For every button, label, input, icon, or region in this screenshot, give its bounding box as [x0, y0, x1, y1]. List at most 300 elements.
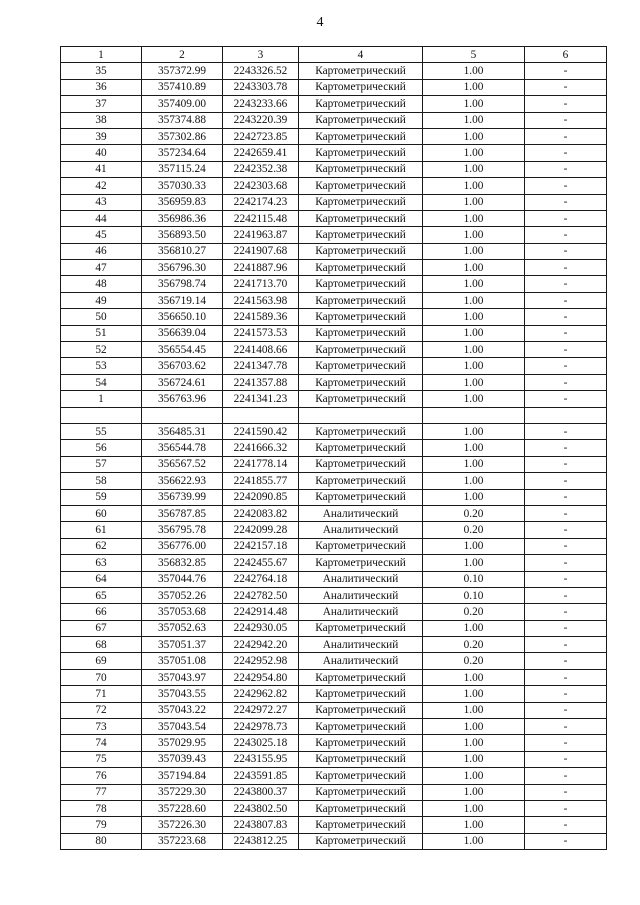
table-cell: 65: [61, 587, 142, 603]
table-cell: 2242930.05: [223, 620, 299, 636]
table-cell: Картометрический: [299, 440, 423, 456]
table-cell: Картометрический: [299, 63, 423, 79]
table-cell: 1.00: [423, 292, 525, 308]
table-cell: -: [525, 178, 607, 194]
table-cell: 356796.30: [142, 260, 223, 276]
table-cell: 357234.64: [142, 145, 223, 161]
table-cell: 356787.85: [142, 505, 223, 521]
table-cell: Картометрический: [299, 456, 423, 472]
table-row: [61, 79, 607, 95]
table-cell: Аналитический: [299, 587, 423, 603]
table-cell: Картометрический: [299, 358, 423, 374]
table-cell: 357228.60: [142, 800, 223, 816]
table-cell: Картометрический: [299, 227, 423, 243]
table-cell: 357043.55: [142, 686, 223, 702]
table-header: [61, 47, 607, 63]
column-header: 3: [223, 47, 299, 63]
table-cell: 356650.10: [142, 309, 223, 325]
table-cell: 1.00: [423, 473, 525, 489]
table-cell: Картометрический: [299, 423, 423, 439]
table-cell: 357229.30: [142, 784, 223, 800]
table-cell: 71: [61, 686, 142, 702]
table-cell: 1.00: [423, 63, 525, 79]
table-cell: 2241357.88: [223, 374, 299, 390]
table-cell: 68: [61, 637, 142, 653]
table-cell: 64: [61, 571, 142, 587]
table-cell: -: [525, 604, 607, 620]
table-row: [61, 276, 607, 292]
table-cell: Аналитический: [299, 571, 423, 587]
table-cell: -: [525, 784, 607, 800]
page-number: 4: [316, 15, 324, 30]
table-cell: -: [525, 768, 607, 784]
table-cell: 2242952.98: [223, 653, 299, 669]
table-row: [61, 489, 607, 505]
table-cell: 74: [61, 735, 142, 751]
table-cell: 2242978.73: [223, 719, 299, 735]
table-cell: -: [525, 161, 607, 177]
table-cell: -: [525, 374, 607, 390]
table-cell: 357410.89: [142, 79, 223, 95]
table-row: [61, 505, 607, 521]
table-cell: -: [525, 63, 607, 79]
table-cell: 357043.97: [142, 669, 223, 685]
table-cell: 357372.99: [142, 63, 223, 79]
table-cell: 357043.54: [142, 719, 223, 735]
table-cell: 1.00: [423, 440, 525, 456]
table-cell: -: [525, 817, 607, 833]
table-cell: 1.00: [423, 342, 525, 358]
table-cell: 1.00: [423, 358, 525, 374]
table-cell: 1.00: [423, 768, 525, 784]
table-cell: [61, 407, 142, 423]
table-cell: -: [525, 227, 607, 243]
table-cell: 53: [61, 358, 142, 374]
table-cell: 1.00: [423, 325, 525, 341]
table-cell: 356485.31: [142, 423, 223, 439]
table-row: [61, 456, 607, 472]
table-cell: 356739.99: [142, 489, 223, 505]
table-cell: 356795.78: [142, 522, 223, 538]
table-cell: 356639.04: [142, 325, 223, 341]
table-cell: -: [525, 342, 607, 358]
table-cell: 356567.52: [142, 456, 223, 472]
table-row: [61, 374, 607, 390]
table-cell: -: [525, 669, 607, 685]
table-cell: 35: [61, 63, 142, 79]
table-cell: 356724.61: [142, 374, 223, 390]
table-row: [61, 637, 607, 653]
table-cell: 2243800.37: [223, 784, 299, 800]
table-cell: 38: [61, 112, 142, 128]
table-cell: 80: [61, 833, 142, 849]
table-cell: 73: [61, 719, 142, 735]
table-cell: -: [525, 456, 607, 472]
table-cell: Аналитический: [299, 653, 423, 669]
table-row: [61, 735, 607, 751]
column-header: 5: [423, 47, 525, 63]
table-cell: 61: [61, 522, 142, 538]
table-cell: 2241573.53: [223, 325, 299, 341]
table-row: [61, 571, 607, 587]
table-cell: -: [525, 391, 607, 407]
table-row: [61, 538, 607, 554]
table-cell: 69: [61, 653, 142, 669]
table-row: [61, 63, 607, 79]
table-cell: 50: [61, 309, 142, 325]
table-cell: 1.00: [423, 391, 525, 407]
table-cell: 55: [61, 423, 142, 439]
table-cell: 59: [61, 489, 142, 505]
table-cell: -: [525, 653, 607, 669]
table-cell: -: [525, 587, 607, 603]
table-cell: 46: [61, 243, 142, 259]
table-cell: 1.00: [423, 309, 525, 325]
table-row: [61, 112, 607, 128]
table-cell: -: [525, 440, 607, 456]
table-row: [61, 342, 607, 358]
table-cell: 2241855.77: [223, 473, 299, 489]
table-cell: -: [525, 145, 607, 161]
table-cell: 1.00: [423, 751, 525, 767]
table-cell: 2242303.68: [223, 178, 299, 194]
table-row: [61, 702, 607, 718]
table-cell: 49: [61, 292, 142, 308]
table-cell: Картометрический: [299, 128, 423, 144]
table-cell: 2243233.66: [223, 96, 299, 112]
table-cell: Картометрический: [299, 194, 423, 210]
table-cell: 1.00: [423, 178, 525, 194]
table-cell: 1.00: [423, 145, 525, 161]
table-cell: 78: [61, 800, 142, 816]
table-cell: -: [525, 555, 607, 571]
table-cell: 357051.37: [142, 637, 223, 653]
table-cell: -: [525, 489, 607, 505]
table-cell: 54: [61, 374, 142, 390]
table-cell: 56: [61, 440, 142, 456]
table-cell: Картометрический: [299, 260, 423, 276]
table-row: [61, 473, 607, 489]
table-cell: 357029.95: [142, 735, 223, 751]
table-cell: 2242659.41: [223, 145, 299, 161]
table-cell: -: [525, 309, 607, 325]
table-cell: 2242782.50: [223, 587, 299, 603]
table-cell: 2243812.25: [223, 833, 299, 849]
table-cell: 1.00: [423, 702, 525, 718]
table-cell: 357223.68: [142, 833, 223, 849]
table-row: [61, 653, 607, 669]
table-row: [61, 227, 607, 243]
table-cell: 1.00: [423, 79, 525, 95]
table-cell: Картометрический: [299, 620, 423, 636]
table-cell: 2242914.48: [223, 604, 299, 620]
table-cell: -: [525, 702, 607, 718]
table-cell: 357052.63: [142, 620, 223, 636]
table-cell: Картометрический: [299, 161, 423, 177]
table-row: [61, 128, 607, 144]
table-cell: -: [525, 194, 607, 210]
table-cell: -: [525, 292, 607, 308]
table-cell: -: [525, 96, 607, 112]
table-cell: 1.00: [423, 276, 525, 292]
table-body: [61, 63, 607, 850]
table-cell: 42: [61, 178, 142, 194]
table-cell: 2242157.18: [223, 538, 299, 554]
table-cell: 1.00: [423, 456, 525, 472]
table-cell: 76: [61, 768, 142, 784]
table-cell: 1.00: [423, 555, 525, 571]
table-cell: 2242099.28: [223, 522, 299, 538]
column-header: 6: [525, 47, 607, 63]
table-cell: 0.20: [423, 604, 525, 620]
table-cell: 79: [61, 817, 142, 833]
table-cell: 2243220.39: [223, 112, 299, 128]
table-cell: 2241408.66: [223, 342, 299, 358]
table-cell: 357374.88: [142, 112, 223, 128]
table-cell: 2242972.27: [223, 702, 299, 718]
table-cell: 1.00: [423, 833, 525, 849]
table-cell: 1.00: [423, 817, 525, 833]
table-cell: -: [525, 260, 607, 276]
table-cell: 2241963.87: [223, 227, 299, 243]
table-cell: 62: [61, 538, 142, 554]
table-cell: 2241907.68: [223, 243, 299, 259]
table-cell: -: [525, 243, 607, 259]
column-header: 1: [61, 47, 142, 63]
table-cell: -: [525, 637, 607, 653]
table-row: [61, 391, 607, 407]
table-row: [61, 440, 607, 456]
table-cell: 2242954.80: [223, 669, 299, 685]
table-cell: 45: [61, 227, 142, 243]
table-cell: -: [525, 833, 607, 849]
table-cell: 2241590.42: [223, 423, 299, 439]
table-cell: 356719.14: [142, 292, 223, 308]
table-cell: 2242115.48: [223, 210, 299, 226]
table-cell: 1.00: [423, 735, 525, 751]
table-cell: -: [525, 423, 607, 439]
table-cell: 58: [61, 473, 142, 489]
table-cell: 1.00: [423, 489, 525, 505]
table-cell: -: [525, 571, 607, 587]
table-row: [61, 309, 607, 325]
table-cell: 2241341.23: [223, 391, 299, 407]
table-cell: 2241887.96: [223, 260, 299, 276]
table-cell: 356544.78: [142, 440, 223, 456]
table-cell: -: [525, 128, 607, 144]
table-cell: 357044.76: [142, 571, 223, 587]
table-cell: Картометрический: [299, 768, 423, 784]
table-cell: 57: [61, 456, 142, 472]
table-row: [61, 96, 607, 112]
table-cell: Картометрический: [299, 79, 423, 95]
table-cell: 47: [61, 260, 142, 276]
table-cell: Картометрический: [299, 719, 423, 735]
table-cell: 357039.43: [142, 751, 223, 767]
table-cell: -: [525, 325, 607, 341]
table-row: [61, 292, 607, 308]
table-cell: Картометрический: [299, 112, 423, 128]
table-cell: [142, 407, 223, 423]
table-row: [61, 325, 607, 341]
table-cell: 1.00: [423, 800, 525, 816]
table-row: [61, 358, 607, 374]
table-cell: Картометрический: [299, 751, 423, 767]
table-cell: 66: [61, 604, 142, 620]
table-cell: 1.00: [423, 620, 525, 636]
table-cell: 43: [61, 194, 142, 210]
table-row: [61, 260, 607, 276]
table-cell: 60: [61, 505, 142, 521]
table-cell: -: [525, 800, 607, 816]
table-cell: 356893.50: [142, 227, 223, 243]
table-cell: 2242174.23: [223, 194, 299, 210]
table-row: [61, 161, 607, 177]
column-header: 2: [142, 47, 223, 63]
table-cell: 2243025.18: [223, 735, 299, 751]
table-cell: [525, 407, 607, 423]
table-cell: 356703.62: [142, 358, 223, 374]
table-cell: 1.00: [423, 423, 525, 439]
table-cell: Картометрический: [299, 489, 423, 505]
table-cell: 356810.27: [142, 243, 223, 259]
table-cell: 1.00: [423, 210, 525, 226]
table-cell: 40: [61, 145, 142, 161]
table-row: [61, 620, 607, 636]
table-cell: 2243155.95: [223, 751, 299, 767]
table-cell: 2241713.70: [223, 276, 299, 292]
table-cell: 44: [61, 210, 142, 226]
table-row: [61, 194, 607, 210]
table-cell: Картометрический: [299, 538, 423, 554]
table-row: [61, 145, 607, 161]
table-cell: Картометрический: [299, 210, 423, 226]
table-row: [61, 407, 607, 423]
table-cell: Картометрический: [299, 96, 423, 112]
table-cell: 1.00: [423, 243, 525, 259]
table-cell: 67: [61, 620, 142, 636]
table-row: [61, 210, 607, 226]
table-cell: Картометрический: [299, 669, 423, 685]
table-cell: Аналитический: [299, 637, 423, 653]
table-cell: Аналитический: [299, 522, 423, 538]
table-cell: -: [525, 538, 607, 554]
table-cell: 1.00: [423, 194, 525, 210]
table-cell: Картометрический: [299, 833, 423, 849]
table-cell: 1.00: [423, 112, 525, 128]
table-row: [61, 800, 607, 816]
table-cell: 2242962.82: [223, 686, 299, 702]
table-cell: 1.00: [423, 96, 525, 112]
table-row: [61, 243, 607, 259]
table-cell: Аналитический: [299, 505, 423, 521]
table-cell: 1.00: [423, 669, 525, 685]
table-cell: 2241347.78: [223, 358, 299, 374]
table-cell: 63: [61, 555, 142, 571]
table-cell: 357115.24: [142, 161, 223, 177]
table-cell: 1.00: [423, 784, 525, 800]
header-row: [61, 47, 607, 63]
table-cell: 356776.00: [142, 538, 223, 554]
table-row: [61, 817, 607, 833]
table-cell: [423, 407, 525, 423]
table-row: [61, 686, 607, 702]
table-cell: 357302.86: [142, 128, 223, 144]
table-cell: Картометрический: [299, 686, 423, 702]
table-cell: 357030.33: [142, 178, 223, 194]
table-cell: 1: [61, 391, 142, 407]
table-cell: Картометрический: [299, 342, 423, 358]
table-cell: 41: [61, 161, 142, 177]
table-cell: Картометрический: [299, 555, 423, 571]
table-cell: -: [525, 358, 607, 374]
table-cell: 356763.96: [142, 391, 223, 407]
table-cell: 2243591.85: [223, 768, 299, 784]
table-cell: -: [525, 276, 607, 292]
coordinates-table: [60, 46, 607, 850]
table-cell: -: [525, 79, 607, 95]
table-cell: 0.20: [423, 505, 525, 521]
table-cell: Картометрический: [299, 473, 423, 489]
table-cell: 37: [61, 96, 142, 112]
table-cell: -: [525, 719, 607, 735]
table-cell: 1.00: [423, 538, 525, 554]
table-cell: 51: [61, 325, 142, 341]
table-cell: 2241589.36: [223, 309, 299, 325]
table-cell: 2242090.85: [223, 489, 299, 505]
table-cell: 357409.00: [142, 96, 223, 112]
table-cell: Картометрический: [299, 178, 423, 194]
table-cell: 77: [61, 784, 142, 800]
table-cell: Картометрический: [299, 735, 423, 751]
table-cell: -: [525, 210, 607, 226]
table-cell: Картометрический: [299, 145, 423, 161]
table-row: [61, 178, 607, 194]
table-cell: 1.00: [423, 128, 525, 144]
table-cell: -: [525, 473, 607, 489]
table-cell: 70: [61, 669, 142, 685]
table-cell: 52: [61, 342, 142, 358]
table-cell: 2242083.82: [223, 505, 299, 521]
table-cell: Картометрический: [299, 391, 423, 407]
table-cell: 2243303.78: [223, 79, 299, 95]
column-header: 4: [299, 47, 423, 63]
table-row: [61, 751, 607, 767]
table-cell: Картометрический: [299, 292, 423, 308]
table-cell: 356986.36: [142, 210, 223, 226]
table-cell: -: [525, 505, 607, 521]
table-cell: -: [525, 620, 607, 636]
table-cell: -: [525, 112, 607, 128]
table-cell: -: [525, 751, 607, 767]
table-cell: 356622.93: [142, 473, 223, 489]
table-row: [61, 833, 607, 849]
table-cell: 357226.30: [142, 817, 223, 833]
table-cell: 2242764.18: [223, 571, 299, 587]
table-cell: 2242942.20: [223, 637, 299, 653]
table-row: [61, 423, 607, 439]
table-cell: 2243807.83: [223, 817, 299, 833]
table-row: [61, 719, 607, 735]
table-cell: 0.10: [423, 587, 525, 603]
table-cell: 0.20: [423, 522, 525, 538]
table-cell: 356832.85: [142, 555, 223, 571]
table-cell: -: [525, 522, 607, 538]
table-cell: -: [525, 686, 607, 702]
table-cell: 357052.26: [142, 587, 223, 603]
table-cell: 2242723.85: [223, 128, 299, 144]
table-cell: 75: [61, 751, 142, 767]
